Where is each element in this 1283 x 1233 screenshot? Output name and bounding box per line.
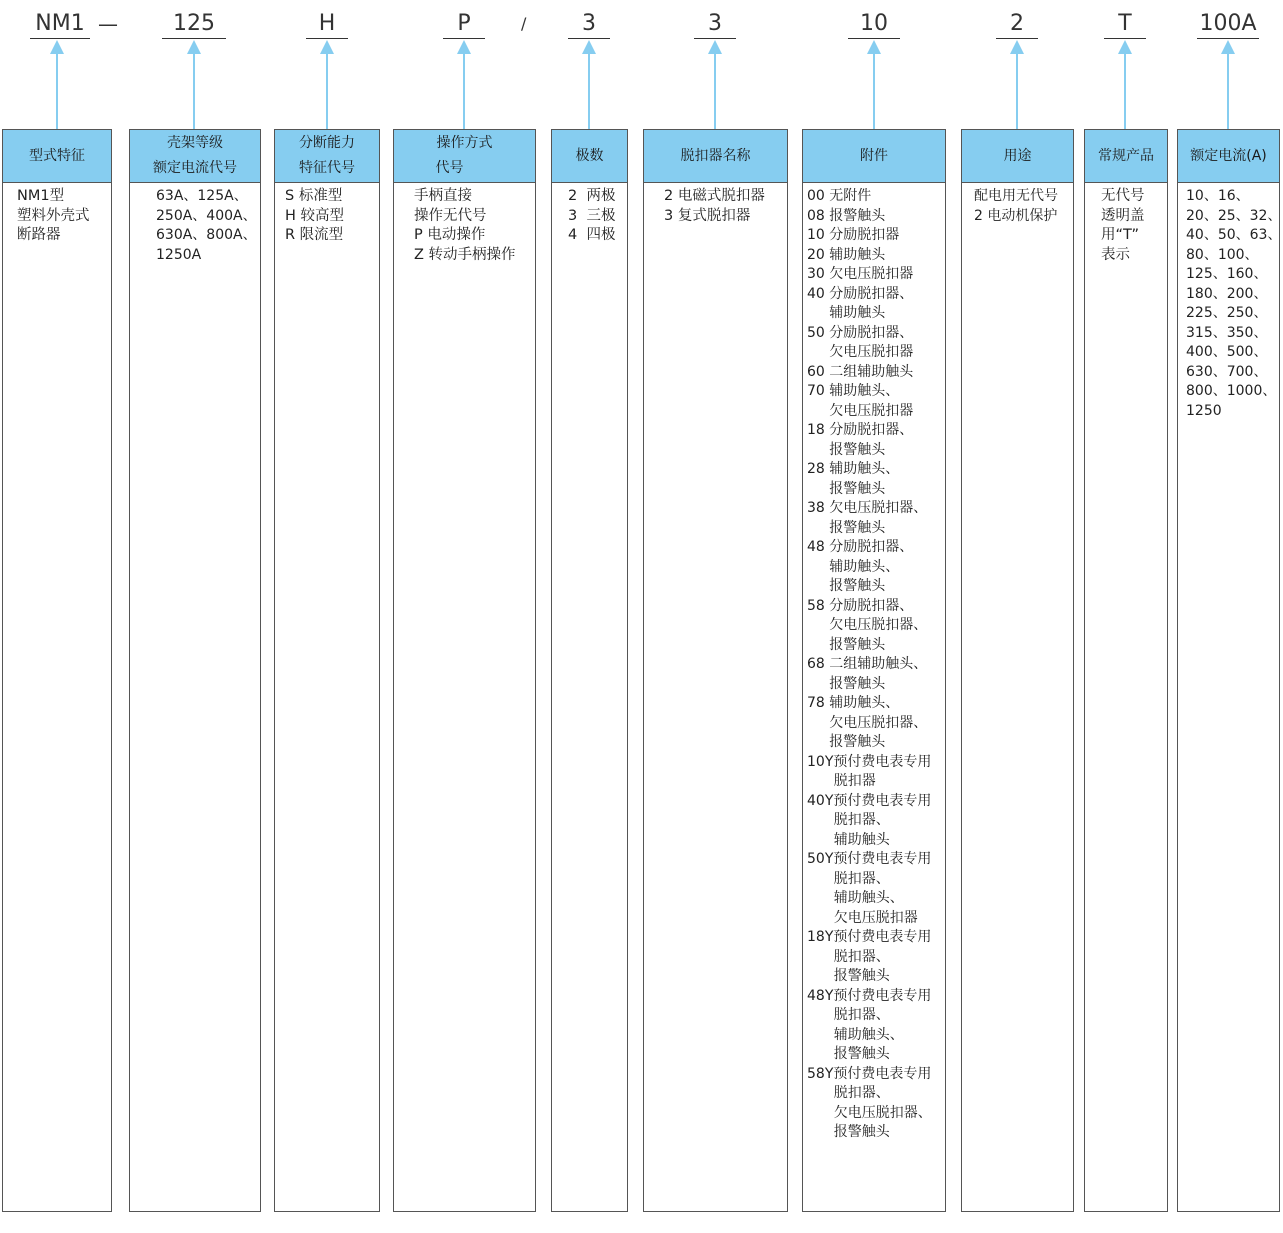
column-body: 10、16、 20、25、32、 40、50、63、 80、100、 125、160、 180、200、 225、250、 315、350、 400、500、 630、700、 800、1000、 1250 — [1186, 188, 1282, 419]
arrow-up-icon — [320, 40, 334, 130]
column-body: NM1型 塑料外壳式 断路器 — [17, 188, 90, 243]
header-line: 代号 — [435, 160, 464, 176]
column-header — [962, 130, 1073, 183]
code-product: T — [1104, 10, 1146, 39]
header-line: 常规产品 — [1098, 147, 1154, 164]
code-model: NM1 — [30, 10, 90, 39]
column-release — [643, 129, 788, 1212]
arrow-up-icon — [457, 40, 471, 130]
header-line: 操作方式 — [436, 135, 493, 151]
column-header — [644, 130, 787, 183]
header-line: 附件 — [860, 147, 888, 164]
column-header — [803, 130, 945, 183]
column-body: S 标准型 H 较高型 R 限流型 — [285, 188, 345, 243]
column-usage — [961, 129, 1074, 1212]
column-body: 配电用无代号 2 电动机保护 — [974, 188, 1058, 224]
header-line: 极数 — [575, 147, 604, 164]
arrow-up-icon — [582, 40, 596, 130]
column-body: 2 电磁式脱扣器 3 复式脱扣器 — [664, 188, 765, 224]
header-line: 特征代号 — [299, 160, 355, 176]
column-header — [275, 130, 379, 183]
column-poles — [551, 129, 628, 1212]
header-line: 额定电流代号 — [153, 160, 237, 176]
arrow-up-icon — [50, 40, 64, 130]
column-frame-current — [129, 129, 261, 1212]
column-product — [1084, 129, 1168, 1212]
column-header — [1178, 130, 1279, 183]
column-body: 63A、125A、 250A、400A、 630A、800A、 1250A — [156, 188, 257, 263]
header-line: 分断能力 — [299, 135, 355, 151]
arrow-up-icon — [187, 40, 201, 130]
column-header — [394, 130, 535, 183]
code-frame-current: 125 — [162, 10, 226, 39]
header-line: 用途 — [1003, 147, 1032, 164]
header-line: 壳架等级 — [167, 135, 223, 151]
column-body: 2 两极 3 三极 4 四极 — [568, 188, 616, 243]
code-poles: 3 — [568, 10, 610, 39]
arrow-up-icon — [1010, 40, 1024, 130]
column-header — [1085, 130, 1167, 183]
column-header — [130, 130, 260, 183]
column-rated-current — [1177, 129, 1280, 1212]
code-breaking-capacity: H — [306, 10, 348, 39]
column-body: 00 无附件 08 报警触头 10 分励脱扣器 20 辅助触头 30 欠电压脱扣器 40 分励脱扣器、 辅助触头 50 分励脱扣器、 欠电压脱扣器 60 二组辅助触头 70 辅助触头、 欠电压脱扣器 18 分励脱扣器、 报警触头 28 辅助触头、 报警触头 38 欠电压脱扣器、 报警触头 48 分励脱扣器、 辅助触头、 报警触头 58 分励脱扣器、 欠电压脱扣器、 报警触头 68 二组辅助触头、 报警触头 78 辅助触头、 欠电压脱扣器、 报警触头 10Y预付费电表专用 脱扣器 40Y预付费电表专用 脱扣器、 辅助触头 50Y预付费电表专用 脱扣器、 辅助触头、 欠电压脱扣器 18Y预付费电表专用 脱扣器、 报警触头 48Y预付费电表专用 脱扣器、 辅助触头、 报警触头 58Y预付费电表专用 脱扣器、 欠电压脱扣器、 报警触头 — [807, 188, 932, 1140]
code-slash: / — [521, 14, 527, 33]
column-accessory — [802, 129, 946, 1212]
header-line: 脱扣器名称 — [680, 147, 751, 164]
code-operation: P — [443, 10, 485, 39]
code-dash: — — [98, 12, 118, 36]
code-usage: 2 — [996, 10, 1038, 39]
arrow-up-icon — [1221, 40, 1235, 130]
column-breaking-capacity — [274, 129, 380, 1212]
column-body: 无代号 透明盖 用“T” 表示 — [1101, 188, 1145, 263]
arrow-up-icon — [867, 40, 881, 130]
code-release: 3 — [694, 10, 736, 39]
code-rated-current: 100A — [1197, 10, 1259, 39]
header-line: 额定电流(A) — [1190, 147, 1267, 164]
arrow-up-icon — [708, 40, 722, 130]
header-line: 型式特征 — [29, 147, 85, 164]
column-header — [552, 130, 627, 183]
code-accessory: 10 — [848, 10, 900, 39]
column-type-feature — [2, 129, 112, 1212]
column-header — [3, 130, 111, 183]
column-body: 手柄直接 操作无代号 P 电动操作 Z 转动手柄操作 — [414, 188, 516, 263]
column-operation — [393, 129, 536, 1212]
arrow-up-icon — [1118, 40, 1132, 130]
